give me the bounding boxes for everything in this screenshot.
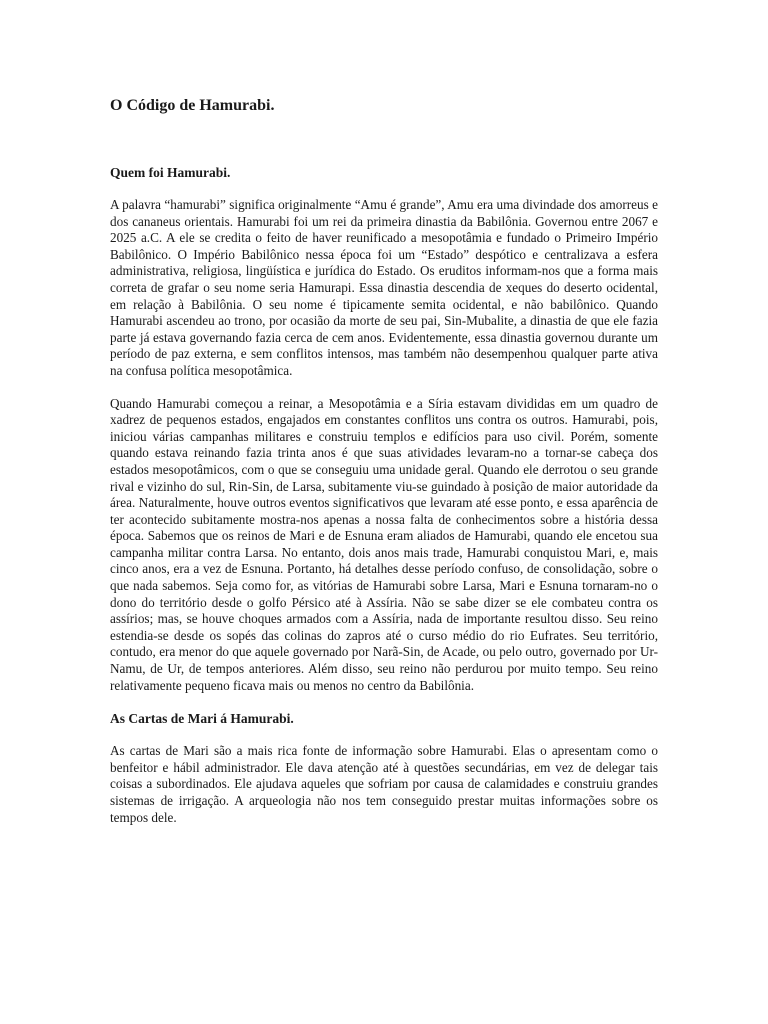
paragraph: As cartas de Mari são a mais rica fonte de informação sobre Hamurabi. Elas o apresentam como o benfeitor e hábil administrador. Ele dava atenção até à questões secundárias, em vez de delegar tais coisas a subordinados. Ele ajudava aqueles que sofriam por causa de calamidades e construiu grandes sistemas de irrigação. A arqueologia não nos tem conseguido prestar muitas informações sobre os tempos dele. <box>110 743 658 825</box>
document-title: O Código de Hamurabi. <box>110 97 275 114</box>
section-cartas-de-mari <box>110 710 658 826</box>
section-quem-foi-hamurabi <box>110 164 658 694</box>
section-heading: As Cartas de Mari á Hamurabi. <box>110 711 294 727</box>
paragraph: Quando Hamurabi começou a reinar, a Mesopotâmia e a Síria estavam divididas em um quadro de xadrez de pequenos estados, engajados em constantes conflitos uns contra os outros. Hamurabi, pois, iniciou várias campanhas militares e construiu templos e edifícios para uso civil. Porém, somente quando estava reinando fazia trinta anos é que suas atividades levaram-no a tornar-se cabeça dos estados mesopotâmicos, com o que se conseguiu uma unidade geral. Quando ele derrotou o seu grande rival e vizinho do sul, Rin-Sin, de Larsa, subitamente viu-se guindado à posição de maior autoridade da área. Naturalmente, houve outros eventos significativos que levaram até esse ponto, e essa aparência de ter acontecido subitamente mostra-nos apenas a nossa falta de conhecimentos sobre a história dessa época. Sabemos que os reinos de Mari e de Esnuna eram aliados de Hamurabi, quando ele encetou sua campanha militar contra Larsa. No entanto, dois anos mais trade, Hamurabi conquistou Mari, e, mais cinco anos, era a vez de Esnuna. Portanto, há detalhes desse período confuso, de consolidação, sobre o que nada sabemos. Seja como for, as vitórias de Hamurabi sobre Larsa, Mari e Esnuna tornaram-no o dono do território desde o golfo Pérsico até à Assíria. Não se sabe dizer se ele combateu contra os assírios; mas, se houve choques armados com a Assíria, nada de importante resultou disso. Seu reino estendia-se desde os sopés das colinas do zapros até o curso médio do rio Eufrates. Seu território, contudo, era menor do que aquele governado por Narã-Sin, de Acade, ou pelo outro, governado por Ur-Namu, de Ur, de tempos anteriores. Além disso, seu reino não perdurou por muito tempo. Seu reino relativamente pequeno ficava mais ou menos no centro da Babilônia. <box>110 395 658 693</box>
section-heading: Quem foi Hamurabi. <box>110 165 231 180</box>
paragraph: A palavra “hamurabi” significa originalmente “Amu é grande”, Amu era uma divindade dos amorreus e dos cananeus orientais. Hamurabi foi um rei da primeira dinastia da Babilônia. Governou entre 2067 e 2025 a.C. A ele se credita o feito de haver reunificado a mesopotâmia e fundado o Primeiro Império Babilônico. O Império Babilônico nessa época foi um “Estado” despótico e centralizava a esfera administrativa, religiosa, lingüística e jurídica do Estado. Os eruditos informam-nos que a forma mais correta de grafar o seu nome seria Hamurapi. Essa dinastia descendia de xeques do deserto ocidental, em relação à Babilônia. O seu nome é tipicamente semita ocidental, e não babilônico. Quando Hamurabi ascendeu ao trono, por ocasião da morte de seu pai, Sin-Mubalite, a dinastia de que ele fazia parte já estava governando fazia cerca de cem anos. Evidentemente, essa dinastia governou durante um período de paz externa, e sem conflitos intensos, mas também não desempenhou qualquer parte ativa na confusa política mesopotâmica. <box>110 197 658 378</box>
document-page <box>110 96 658 826</box>
